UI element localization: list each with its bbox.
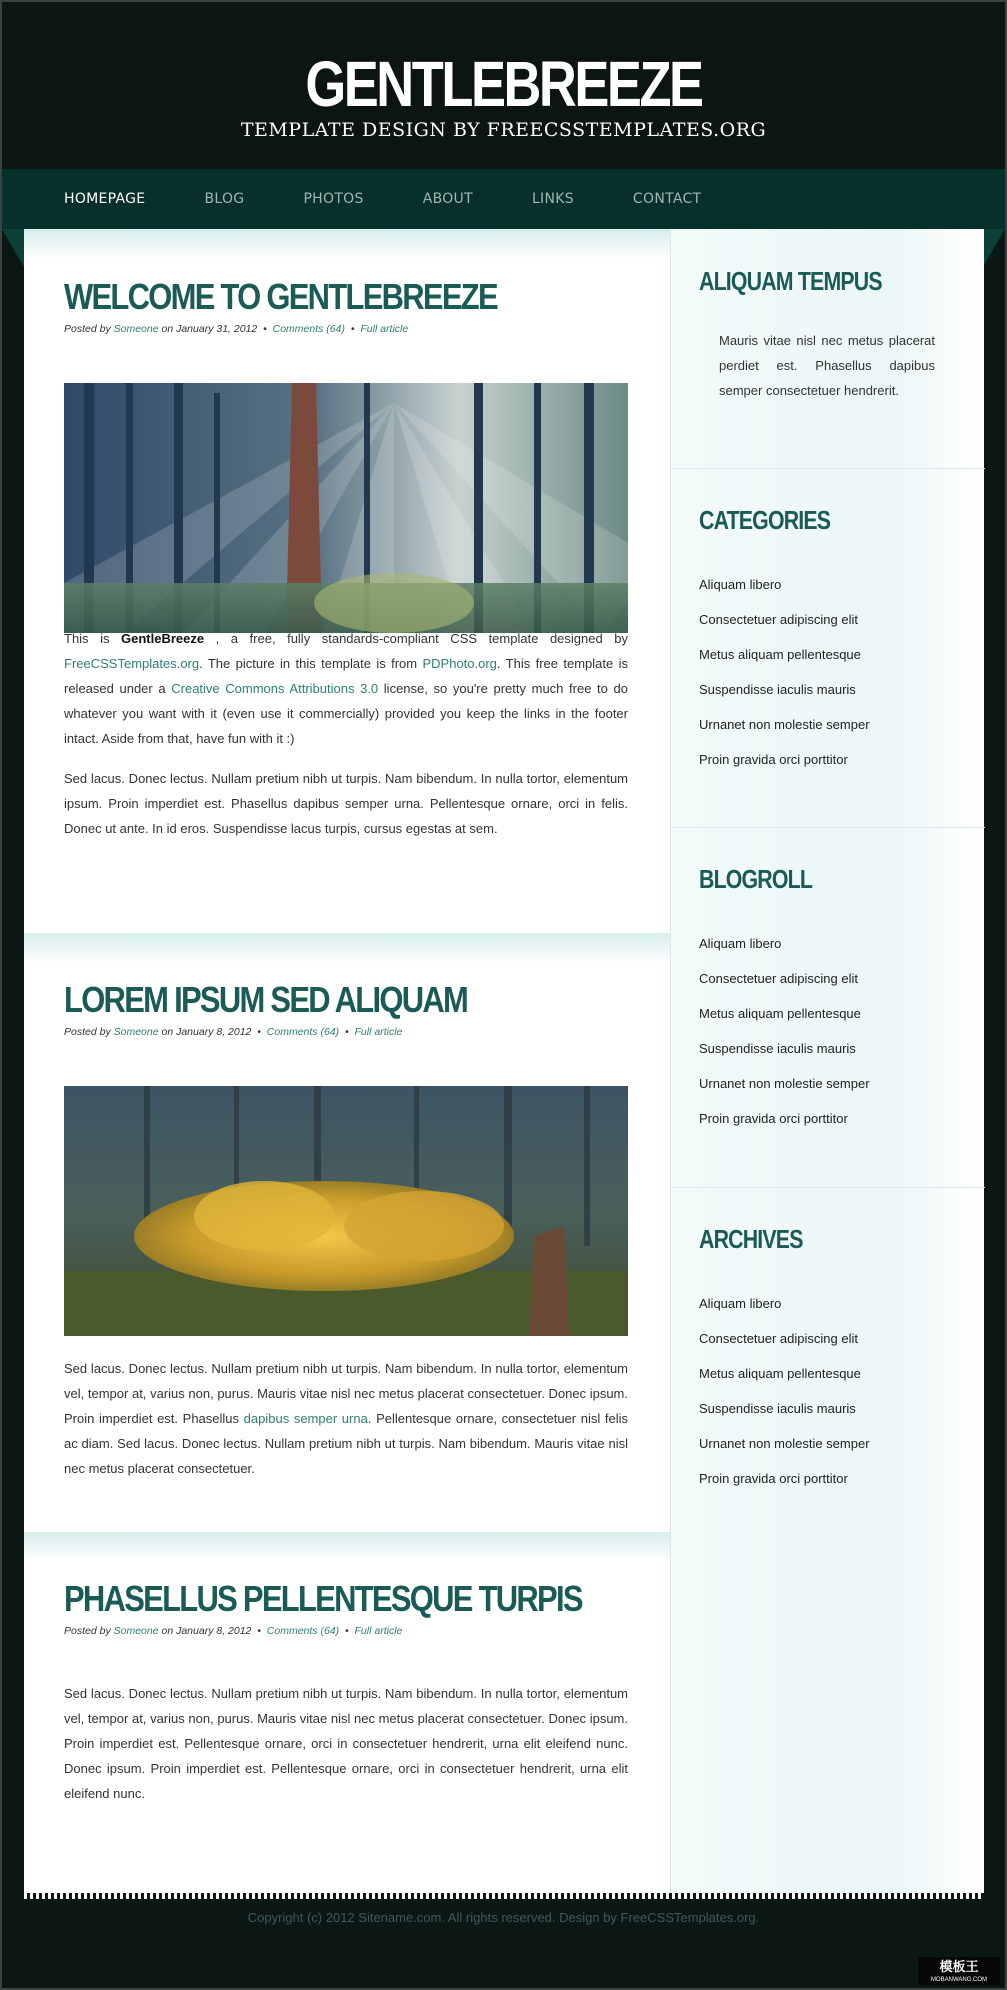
freecsstemplates-link[interactable]: FreeCSSTemplates.org bbox=[64, 656, 200, 671]
post-paragraph: Sed lacus. Donec lectus. Nullam pretium nibh ut turpis. Nam bibendum. In nulla tortor, elementum ipsum. Proin imperdiet est. Phasellus dapibus semper urna. Pellentesque ornare, orci in felis. Donec ut ante. In id eros. Suspendisse lacus turpis, cursus egestas at sem. bbox=[64, 771, 628, 836]
footer-copyright: Copyright (c) 2012 Sitename.com. All rights reserved. Design by FreeCSSTemplates.org. bbox=[247, 1910, 760, 1925]
text-span: This is bbox=[64, 631, 110, 646]
meta-full-article-link[interactable]: Full article bbox=[354, 1625, 403, 1637]
text-span: , a free, fully standards-compliant CSS template designed by bbox=[215, 631, 628, 646]
blogroll-link[interactable]: Consectetuer adipiscing elit bbox=[699, 971, 858, 986]
template-name: GentleBreeze bbox=[121, 631, 205, 646]
meta-separator: • bbox=[344, 1026, 349, 1038]
watermark-en: MOBANWANG.COM bbox=[930, 1977, 988, 1983]
sidebar-heading: CATEGORIES bbox=[699, 505, 831, 535]
blogroll-link[interactable]: Aliquam libero bbox=[699, 936, 782, 951]
sidebar-heading: BLOGROLL bbox=[699, 864, 813, 894]
post-paragraph bbox=[64, 626, 628, 751]
meta-separator: • bbox=[350, 323, 355, 335]
text-span: . The picture in this template is from bbox=[199, 656, 418, 671]
blogroll-link[interactable]: Suspendisse iaculis mauris bbox=[699, 1041, 856, 1056]
post-meta bbox=[64, 1625, 628, 1641]
post-meta bbox=[64, 1026, 628, 1042]
post-paragraph bbox=[64, 1356, 628, 1481]
meta-author-link[interactable]: Someone bbox=[113, 323, 159, 335]
blogroll-link[interactable]: Metus aliquam pellentesque bbox=[699, 1006, 861, 1021]
menu-item-blog[interactable]: BLOG bbox=[204, 191, 245, 207]
golden-shrub-image bbox=[64, 1086, 628, 1336]
text-span: Sed lacus. Donec lectus. Nullam pretium nibh ut turpis. Nam bibendum. In nulla tortor, elementum vel, tempor at, varius non, purus. Mauris vitae nisl nec metus placerat consectetuer. Donec ipsum. Proin imperdiet est. Phasellus bbox=[64, 1361, 628, 1426]
main-menu bbox=[2, 169, 1005, 229]
sidebar-divider bbox=[671, 1187, 985, 1188]
post bbox=[64, 275, 628, 841]
pdphoto-link[interactable]: PDPhoto.org bbox=[422, 656, 497, 671]
meta-separator: • bbox=[263, 323, 267, 335]
meta-separator: • bbox=[257, 1026, 261, 1038]
site-subtitle: TEMPLATE DESIGN BY FREECSSTEMPLATES.ORG bbox=[240, 119, 767, 141]
meta-date: on January 31, 2012 bbox=[161, 323, 258, 335]
post-entry bbox=[64, 1681, 628, 1806]
archive-link[interactable]: Suspendisse iaculis mauris bbox=[699, 1401, 856, 1416]
archive-link[interactable]: Urnanet non molestie semper bbox=[699, 1436, 870, 1451]
meta-full-article-link[interactable]: Full article bbox=[354, 1026, 403, 1038]
content-column bbox=[24, 229, 670, 1893]
meta-date: on January 8, 2012 bbox=[161, 1026, 252, 1038]
meta-comments-link[interactable]: Comments (64) bbox=[266, 1625, 340, 1637]
sidebar-heading: ARCHIVES bbox=[699, 1224, 803, 1254]
creative-commons-link[interactable]: Creative Commons Attributions 3.0 bbox=[171, 681, 379, 696]
sidebar bbox=[670, 229, 984, 1893]
meta-author-link[interactable]: Someone bbox=[113, 1026, 159, 1038]
archive-link[interactable]: Consectetuer adipiscing elit bbox=[699, 1331, 858, 1346]
ribbon-right bbox=[983, 229, 1005, 267]
post bbox=[64, 1577, 628, 1806]
meta-comments-link[interactable]: Comments (64) bbox=[266, 1026, 340, 1038]
menu-item-photos[interactable]: PHOTOS bbox=[303, 191, 364, 207]
ribbon-left bbox=[2, 229, 24, 267]
sidebar-about-text: Mauris vitae nisl nec metus placerat perdiet est. Phasellus dapibus semper consectetuer hendrerit. bbox=[719, 333, 935, 398]
post-separator bbox=[24, 1532, 670, 1562]
meta-posted-by: Posted by bbox=[64, 1625, 111, 1637]
archive-link[interactable]: Metus aliquam pellentesque bbox=[699, 1366, 861, 1381]
post-separator bbox=[24, 933, 670, 963]
meta-separator: • bbox=[344, 1625, 349, 1637]
sidebar-heading: ALIQUAM TEMPUS bbox=[699, 266, 882, 296]
page-zigzag-edge bbox=[24, 1893, 984, 1899]
archive-link[interactable]: Proin gravida orci porttitor bbox=[699, 1471, 848, 1486]
blogroll-link[interactable]: Urnanet non molestie semper bbox=[699, 1076, 870, 1091]
meta-full-article-link[interactable]: Full article bbox=[360, 323, 409, 335]
post-meta bbox=[64, 323, 628, 339]
category-link[interactable]: Consectetuer adipiscing elit bbox=[699, 612, 858, 627]
site-header bbox=[2, 2, 1005, 169]
menu-item-contact[interactable]: CONTACT bbox=[632, 191, 702, 207]
page-wrapper bbox=[24, 229, 984, 1893]
blogroll-link[interactable]: Proin gravida orci porttitor bbox=[699, 1111, 848, 1126]
post-entry bbox=[64, 633, 628, 841]
category-link[interactable]: Proin gravida orci porttitor bbox=[699, 752, 848, 767]
post bbox=[64, 978, 628, 1481]
category-link[interactable]: Aliquam libero bbox=[699, 577, 782, 592]
site-title[interactable]: GENTLEBREEZE bbox=[305, 48, 702, 120]
meta-author-link[interactable]: Someone bbox=[113, 1625, 159, 1637]
text-span: . Pellentesque ornare, consectetuer nisl felis ac diam. Sed lacus. Donec lectus. Nullam pretium nibh ut turpis. Nam bibendum. Mauris vitae nisl nec metus placerat consectetuer. bbox=[64, 1411, 628, 1476]
archive-link[interactable]: Aliquam libero bbox=[699, 1296, 782, 1311]
text-span: license, so you're pretty much free to do whatever you want with it (even use it commercially) provided you keep the links in the footer intact. Aside from that, have fun with it :) bbox=[64, 681, 628, 746]
menu-item-links[interactable]: LINKS bbox=[531, 191, 574, 207]
post-separator bbox=[24, 229, 670, 259]
post-title[interactable]: PHASELLUS PELLENTESQUE TURPIS bbox=[64, 1578, 582, 1619]
meta-comments-link[interactable]: Comments (64) bbox=[272, 323, 345, 335]
watermark-cn: 模板王 bbox=[939, 1959, 979, 1974]
post-paragraph: Sed lacus. Donec lectus. Nullam pretium nibh ut turpis. Nam bibendum. In nulla tortor, elementum vel, tempor at, varius non, purus. Mauris vitae nisl nec metus placerat consectetuer. Donec ipsum. Proin imperdiet est. Pellentesque ornare, orci in consectetuer hendrerit, urna elit eleifend nunc. Donec ipsum. Proin imperdiet est. Pellentesque ornare, orci in consectetuer hendrerit, urna elit eleifend nunc. bbox=[64, 1686, 628, 1801]
category-link[interactable]: Metus aliquam pellentesque bbox=[699, 647, 861, 662]
post-entry bbox=[64, 1356, 628, 1481]
meta-date: on January 8, 2012 bbox=[161, 1625, 252, 1637]
watermark-logo bbox=[918, 1957, 1000, 1985]
sidebar-divider bbox=[671, 468, 985, 469]
dapibus-link[interactable]: dapibus semper urna bbox=[243, 1411, 368, 1426]
sidebar-divider bbox=[671, 827, 985, 828]
post-title[interactable]: LOREM IPSUM SED ALIQUAM bbox=[64, 979, 468, 1020]
meta-separator: • bbox=[257, 1625, 261, 1637]
forest-sunrays-image bbox=[64, 383, 628, 633]
category-link[interactable]: Urnanet non molestie semper bbox=[699, 717, 870, 732]
menu-item-about[interactable]: ABOUT bbox=[422, 191, 473, 207]
text-span: . This free template is released under a bbox=[64, 656, 628, 696]
menu-item-homepage[interactable]: HOMEPAGE bbox=[64, 191, 146, 207]
meta-posted-by: Posted by bbox=[64, 1026, 111, 1038]
meta-posted-by: Posted by bbox=[64, 323, 111, 335]
category-link[interactable]: Suspendisse iaculis mauris bbox=[699, 682, 856, 697]
post-title[interactable]: WELCOME TO GENTLEBREEZE bbox=[64, 276, 497, 317]
